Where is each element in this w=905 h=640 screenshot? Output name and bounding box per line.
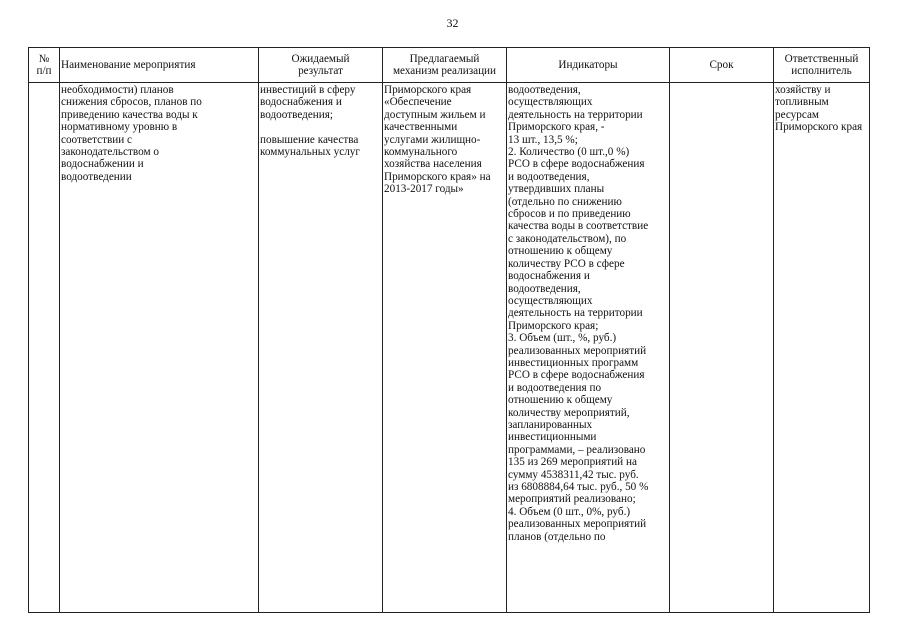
cell-measure-name: необходимости) планов снижения сбросов, планов по приведению качества воды к нормативному уровню в соответствии с законодательством о водоснабжении и водоотведении [60, 83, 259, 613]
header-measure-name: Наименование мероприятия [60, 48, 259, 83]
header-term: Срок [670, 48, 774, 83]
cell-number [29, 83, 60, 613]
header-mechanism: Предлагаемый механизм реализации [383, 48, 507, 83]
table-header-row [29, 48, 870, 83]
cell-executor: хозяйству и топливным ресурсам Приморского края [774, 83, 870, 613]
cell-mechanism: Приморского края «Обеспечение доступным жильем и качественными услугами жилищно- коммунального хозяйства населения Приморского края» на 2013-2017 годы» [383, 83, 507, 613]
header-number: № п/п [29, 48, 60, 83]
page-number: 32 [446, 16, 459, 30]
header-expected-result: Ожидаемый результат [259, 48, 383, 83]
cell-indicators: водоотведения, осуществляющих деятельность на территории Приморского края, - 13 шт., 13,5 %; 2. Количество (0 шт.,0 %) РСО в сфере водоснабжения и водоотведения, утвердивших планы (отдельно по снижению сбросов и по приведению качества воды в соответствие с законодательством), по отношению к общему количеству РСО в сфере водоснабжения и водоотведения, осуществляющих деятельность на территории Приморского края; 3. Объем (шт., %, руб.) реализованных мероприятий инвестиционных программ РСО в сфере водоснабжения и водоотведения по отношению к общему количеству мероприятий, запланированных инвестиционными программами, – реализовано 135 из 269 мероприятий на сумму 4538311,42 тыс. руб. из 6808884,64 тыс. руб., 50 % мероприятий реализовано; 4. Объем (0 шт., 0%, руб.) реализованных мероприятий планов (отдельно по [507, 83, 670, 613]
header-indicators: Индикаторы [507, 48, 670, 83]
measures-table [28, 47, 870, 613]
table-row [29, 83, 870, 613]
cell-term [670, 83, 774, 613]
cell-expected-result: инвестиций в сферу водоснабжения и водоотведения; повышение качества коммунальных услуг [259, 83, 383, 613]
header-executor: Ответственный исполнитель [774, 48, 870, 83]
